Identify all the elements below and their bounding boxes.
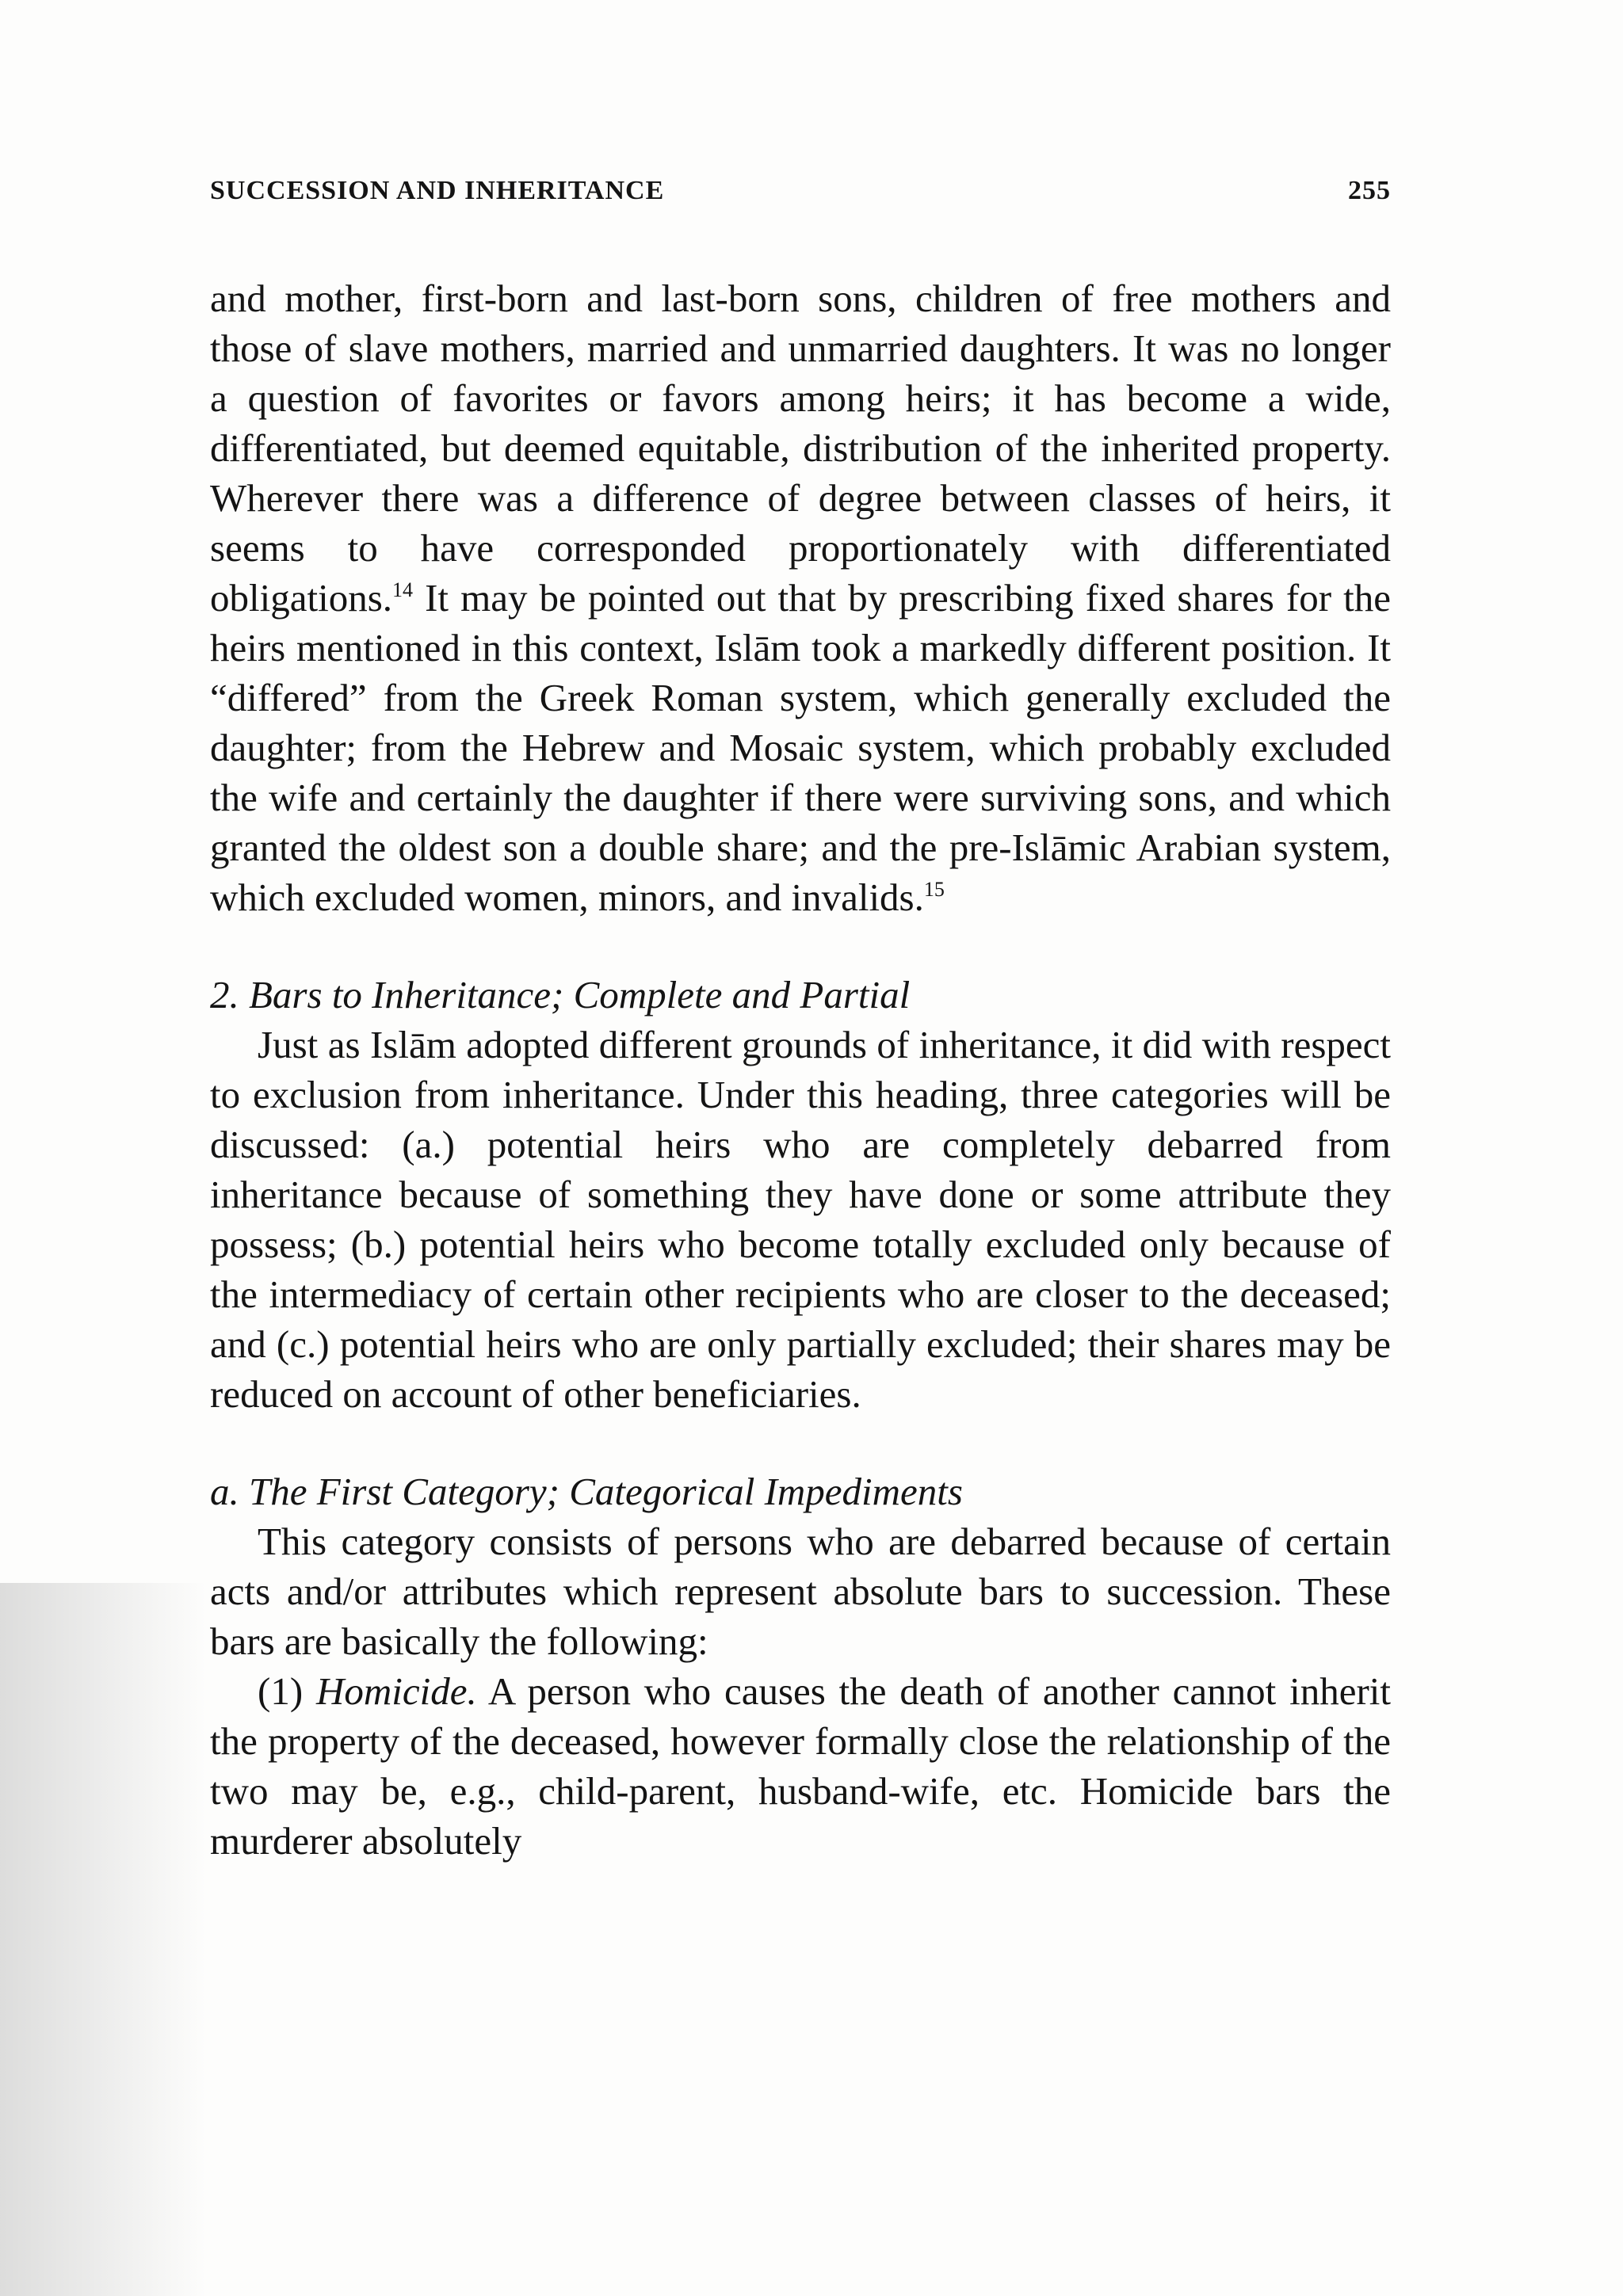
term: Homicide. (315, 1669, 477, 1713)
body-text (210, 273, 1391, 1866)
paragraph (210, 1666, 1391, 1866)
footnote-ref-15: 15 (923, 878, 945, 901)
paragraph-continued (210, 273, 1391, 922)
section-heading: 2. Bars to Inheritance; Complete and Partial (210, 973, 911, 1016)
paragraph: This category consists of persons who are debarred because of certain acts and/or attributes which represent absolute bars to succession. These bars are basically the following: (210, 1520, 1391, 1663)
paragraph: Just as Islām adopted different grounds of inheritance, it did with respect to exclusion from inheritance. Under this heading, three categories will be discussed: (a.) potential heirs who are completely debarred from inheritance because of something they have done or some attribute they possess; (b.) potential heirs who become totally excluded only because of the intermediacy of certain other recipients who are closer to the deceased; and (c.) potential heirs who are only partially excluded; their shares may be reduced on account of other beneficiaries. (210, 1023, 1391, 1416)
running-head (210, 176, 1391, 206)
footnote-ref-14: 14 (392, 578, 414, 601)
list-label: (1) (258, 1669, 316, 1713)
paragraph-text: A person who causes the death of another cannot inherit the property of the deceased, however formally close the relationship of the two may be, e.g., child-parent, husband-wife, etc. Homicide bars the murderer absolutely (210, 1669, 1391, 1863)
paragraph-text: and mother, first-born and last-born sons, children of free mothers and those of slave mothers, married and unmarried daughters. It was no longer a question of favorites or favors among heirs; it has become a wide, differentiated, but deemed equitable, distribution of the inherited property. Wherever there was a difference of degree between classes of heirs, it seems to have corresponded proportionately with differentiated obligations. (210, 277, 1391, 620)
running-title: SUCCESSION AND INHERITANCE (210, 176, 665, 205)
paragraph-text: It may be pointed out that by prescribing fixed shares for the heirs mentioned in this context, Islām took a markedly different position. It “differed” from the Greek Roman system, which generally excluded the daughter; from the Hebrew and Mosaic system, which probably excluded the wife and certainly the daughter if there were surviving sons, and which granted the oldest son a double share; and the pre-Islāmic Arabian system, which excluded women, minors, and invalids. (210, 576, 1391, 919)
page-number: 255 (1348, 176, 1391, 205)
subsection-heading: a. The First Category; Categorical Impediments (210, 1470, 963, 1513)
